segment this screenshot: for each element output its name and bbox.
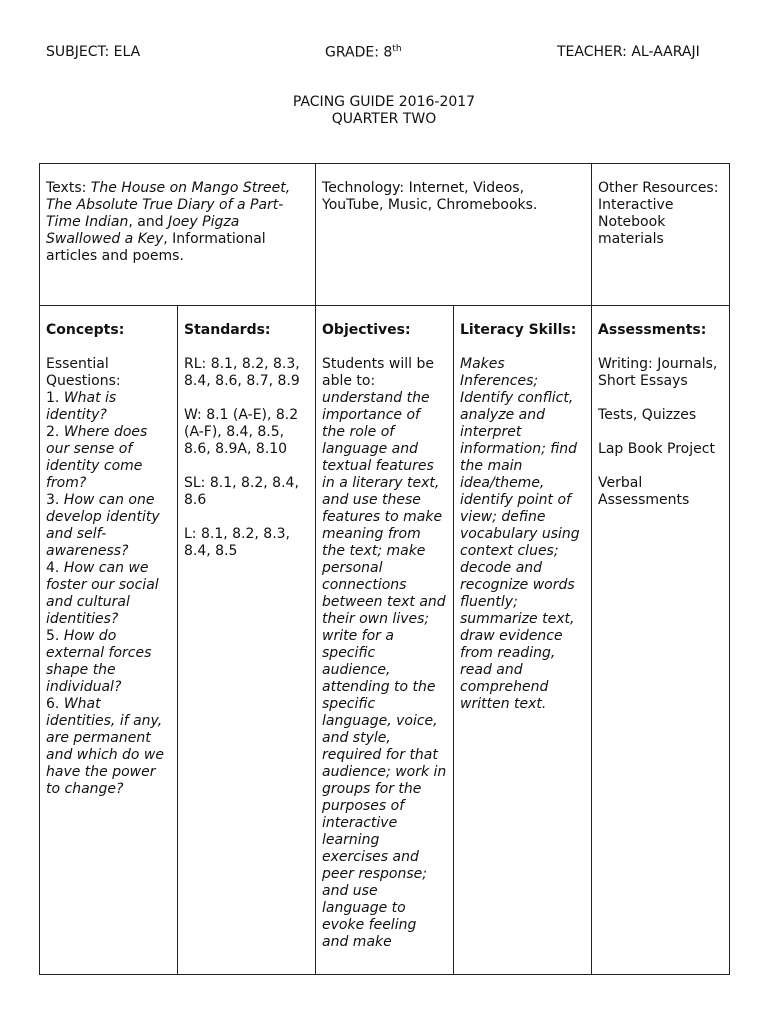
assessment-item: Writing: Journals, Short Essays — [598, 356, 718, 389]
resources-row — [40, 164, 730, 306]
texts-suffix: , Informational articles and poems. — [46, 231, 266, 264]
literacy-skills-body: Makes Inferences; Identify conflict, analyze and interpret information; find the main idea/theme, identify point of view; define vocabulary using context clues; decode and recognize words fluently; summarize text, draw evidence from reading, read and comprehend written text. — [460, 356, 580, 712]
assessment-item: Tests, Quizzes — [598, 407, 697, 423]
texts-title-2: Joey Pigza Swallowed a Key — [46, 214, 240, 247]
standard-item: RL: 8.1, 8.2, 8.3, 8.4, 8.6, 8.7, 8.9 — [184, 356, 300, 389]
pacing-table — [39, 163, 730, 975]
subject-label: SUBJECT: ELA — [46, 44, 141, 60]
title-line-1: PACING GUIDE 2016-2017 — [292, 94, 476, 110]
standard-item: L: 8.1, 8.2, 8.3, 8.4, 8.5 — [184, 526, 291, 559]
essential-questions-label: Essential Questions: — [46, 356, 121, 389]
objectives-intro: Students will be able to: — [322, 356, 434, 389]
grade-text: GRADE: 8 — [325, 44, 393, 61]
teacher-label: TEACHER: AL-AARAJI — [557, 44, 700, 60]
grade-superscript: th — [392, 44, 402, 54]
objectives-body: understand the importance of the role of language and textual features in a literary text, and use these features to make meaning from the text; make personal connections between text and their own lives; write for a specific audience, attending to the specific language, voice, and style, required for that audience; work in groups for the purposes of interactive learning exercises and peer response; and use language to evoke feeling and make — [322, 390, 447, 950]
assessments-cell — [592, 306, 730, 975]
texts-prefix: Texts: — [46, 180, 91, 196]
standards-heading: Standards: — [184, 322, 271, 338]
concepts-cell — [40, 306, 178, 975]
standard-item: SL: 8.1, 8.2, 8.4, 8.6 — [184, 475, 299, 508]
standards-cell — [178, 306, 316, 975]
document-title — [0, 94, 768, 128]
question-item: 4. How can we foster our social and cultural identities? — [46, 560, 159, 627]
other-resources-cell: Other Resources: Interactive Notebook materials — [592, 164, 730, 306]
literacy-skills-heading: Literacy Skills: — [460, 322, 577, 338]
content-row — [40, 306, 730, 975]
assessments-heading: Assessments: — [598, 322, 707, 338]
question-item: 2. Where does our sense of identity come from? — [46, 424, 148, 491]
question-item: 5. How do external forces shape the individual? — [46, 628, 152, 695]
texts-cell — [40, 164, 316, 306]
literacy-skills-cell — [454, 306, 592, 975]
objectives-cell — [316, 306, 454, 975]
assessment-item: Verbal Assessments — [598, 475, 690, 508]
grade-label — [325, 44, 402, 61]
question-item: 1. What is identity? — [46, 390, 117, 423]
title-line-2: QUARTER TWO — [331, 111, 437, 127]
texts-mid: , and — [128, 214, 169, 230]
assessment-item: Lap Book Project — [598, 441, 715, 457]
texts-title-1: The House on Mango Street, The Absolute True Diary of a Part-Time Indian — [46, 180, 291, 230]
objectives-heading: Objectives: — [322, 322, 411, 338]
question-item: 6. What identities, if any, are permanent and which do we have the power to change? — [46, 696, 164, 797]
technology-cell: Technology: Internet, Videos, YouTube, Music, Chromebooks. — [316, 164, 592, 306]
concepts-heading: Concepts: — [46, 322, 125, 338]
question-item: 3. How can one develop identity and self-awareness? — [46, 492, 160, 559]
standard-item: W: 8.1 (A-E), 8.2 (A-F), 8.4, 8.5, 8.6, 8.9A, 8.10 — [184, 407, 299, 457]
